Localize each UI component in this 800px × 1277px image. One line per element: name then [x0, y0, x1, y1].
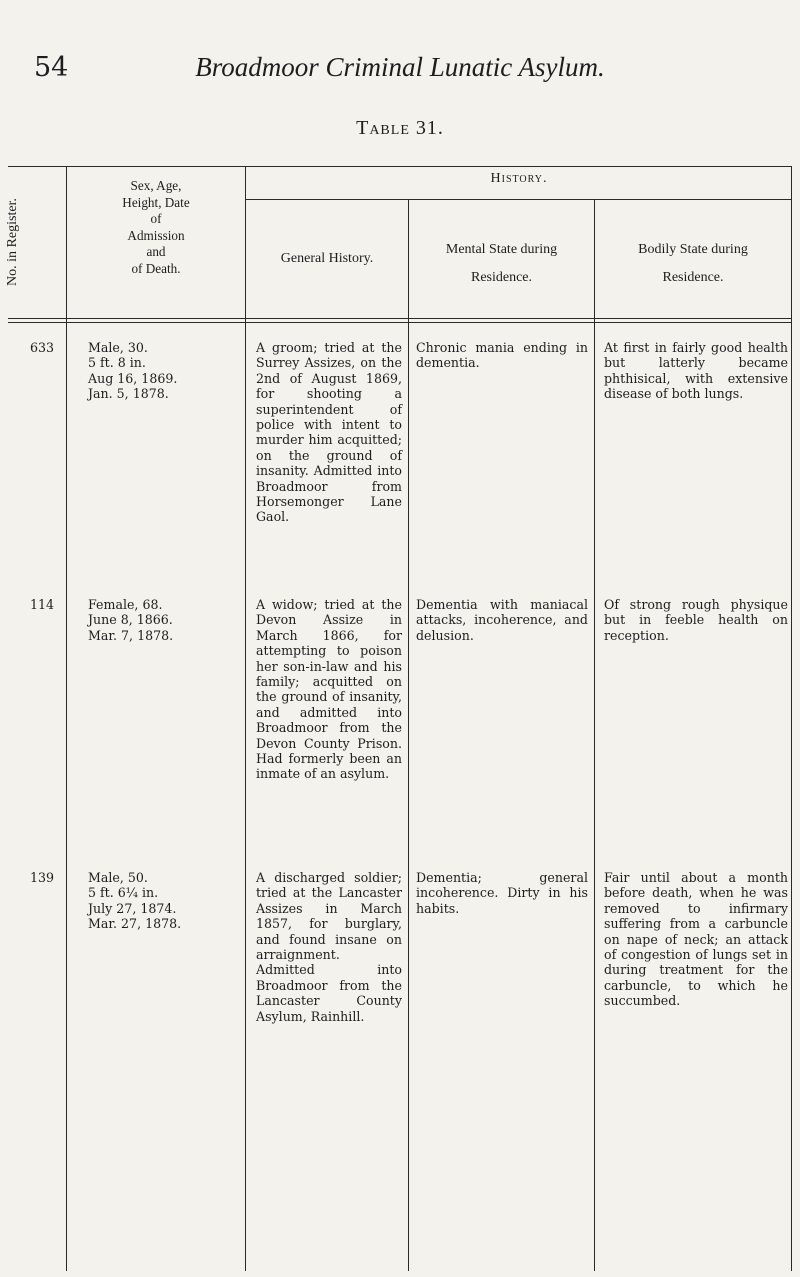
header-bottom-rule [8, 318, 792, 319]
bodily-state-cell: At first in fairly good health but latterly became phthisical, with extensive disease of both lungs. [604, 340, 788, 402]
column-divider-1 [66, 166, 67, 1271]
history-subheader-rule [245, 199, 792, 200]
general-history-cell: A widow; tried at the Devon Assize in March 1866, for attempting to poison her son-in-law and his family; acquitted on the ground of insanity, and admitted into Broadmoor from the Devon County Prison. Had formerly been an inmate of an asylum. [256, 597, 402, 782]
sex-age-cell: Male, 50. 5 ft. 6¼ in. July 27, 1874. Mar. 27, 1878. [88, 870, 182, 932]
register-number: 139 [30, 870, 55, 885]
mental-state-cell: Dementia with maniacal attacks, incoherence, and delusion. [416, 597, 588, 643]
header-bodily-state: Bodily State during Residence. [638, 242, 748, 285]
column-divider-2 [245, 166, 246, 1271]
general-history-cell: A discharged soldier; tried at the Lancaster Assizes in March 1857, for burglary, and found insane on arraignment. Admitted into Broadmoor from the Lancaster County Asylum, Rainhill. [256, 870, 402, 1024]
bodily-state-cell: Of strong rough physique but in feeble health on reception. [604, 597, 788, 643]
mental-state-cell: Chronic mania ending in dementia. [416, 340, 588, 371]
table-top-rule [8, 166, 792, 167]
header-general-history: General History. [280, 251, 374, 266]
table-title: Table 31. [356, 117, 444, 139]
column-divider-3 [408, 199, 409, 1271]
header-register-no: No. in Register. [5, 198, 21, 286]
running-title: Broadmoor Criminal Lunatic Asylum. [195, 52, 605, 82]
bodily-state-cell: Fair until about a month before death, when he was removed to infirmary suffering from a carbuncle on nape of neck; an attack of congestion of lungs set in during treatment for the carbuncle, to which he succumbed. [604, 870, 788, 1009]
header-sex-age: Sex, Age, Height, Date of Admission and of Death. [122, 178, 190, 276]
sex-age-cell: Female, 68. June 8, 1866. Mar. 7, 1878. [88, 597, 174, 643]
header-history: History. [490, 171, 548, 186]
register-number: 633 [30, 340, 55, 355]
register-number: 114 [30, 597, 55, 612]
header-mental-state: Mental State during Residence. [445, 242, 558, 285]
table-right-edge [791, 166, 792, 1271]
general-history-cell: A groom; tried at the Surrey Assizes, on the 2nd of August 1869, for shooting a superintendent of police with intent to murder him acquitted; on the ground of insanity. Admitted into Broadmoor from Horsemonger Lane Gaol. [256, 340, 402, 525]
page-number: 54 [34, 52, 69, 83]
mental-state-cell: Dementia; general incoherence. Dirty in his habits. [416, 870, 588, 916]
header-bottom-rule-2 [8, 322, 792, 323]
sex-age-cell: Male, 30. 5 ft. 8 in. Aug 16, 1869. Jan. 5, 1878. [88, 340, 178, 402]
column-divider-4 [594, 199, 595, 1271]
